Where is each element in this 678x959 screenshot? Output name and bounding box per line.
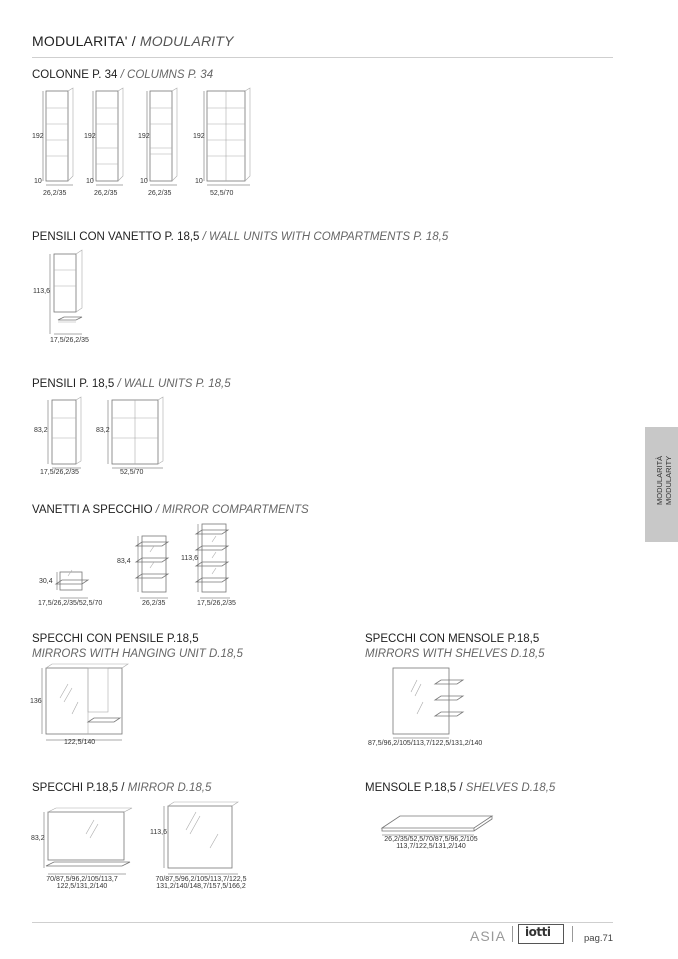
- wall-compartments-heading: PENSILI CON VANETTO P. 18,5 / WALL UNITS WITH COMPARTMENTS P. 18,5: [32, 231, 449, 243]
- footer-brand: ASIA: [470, 928, 506, 944]
- mirrors-shelves-heading: SPECCHI CON MENSOLE P.18,5: [365, 633, 540, 645]
- footer-divider-2: [572, 926, 573, 942]
- column-unit-2: [93, 88, 123, 185]
- mirrors-hanging-height: 136: [30, 698, 42, 705]
- columns-heading: COLONNE P. 34 / COLUMNS P. 34: [32, 69, 214, 81]
- column-3-height: 192: [138, 133, 150, 140]
- title-it: MODULARITA' /: [32, 33, 140, 49]
- column-2-width: 26,2/35: [94, 190, 118, 197]
- mirror-compartment-1-height: 30,4: [39, 578, 53, 585]
- side-tab[interactable]: [645, 427, 678, 542]
- mirrors-hanging-heading: SPECCHI CON PENSILE P.18,5: [32, 633, 199, 645]
- mirrors-hanging-subheading: MIRRORS WITH HANGING UNIT D.18,5: [32, 648, 243, 660]
- mirror-compartment-1-width: 17,5/26,2/35/52,5/70: [38, 600, 103, 607]
- mirrors-hanging-width: 122,5/140: [64, 739, 96, 746]
- wall-unit-2-width: 52,5/70: [120, 469, 144, 476]
- mirror-compartment-2-height: 83,4: [117, 558, 131, 565]
- wall-units-heading: PENSILI P. 18,5 / WALL UNITS P. 18,5: [32, 378, 231, 390]
- page-title: [32, 33, 234, 49]
- wall-unit-2-height: 83,2: [96, 427, 110, 434]
- footer-rule: [32, 922, 613, 923]
- columns-drawing: [30, 88, 270, 203]
- column-3-width: 26,2/35: [148, 190, 172, 197]
- mirrors-hanging-drawing: [36, 662, 136, 742]
- column-2-base: 10: [86, 178, 94, 185]
- side-tab-label: MODULARITÀ MODULARITY: [655, 455, 673, 505]
- mirrors-shelves-drawing: [385, 662, 475, 742]
- column-4-width: 52,5/70: [210, 190, 234, 197]
- wall-unit-1-height: 83,2: [34, 427, 48, 434]
- mirrors-shelves-subheading: MIRRORS WITH SHELVES D.18,5: [365, 648, 545, 660]
- shelves-widths: 26,2/35/52,5/70/87,5/96,2/105 113,7/122,5/131,2/140: [384, 836, 478, 850]
- page-number: pag.71: [584, 933, 614, 944]
- column-unit-1: [43, 88, 73, 185]
- wall-unit-single: [48, 397, 81, 468]
- mirrors-heading: SPECCHI P.18,5 / MIRROR D.18,5: [32, 782, 212, 794]
- header-rule: [32, 57, 613, 58]
- mirror-compartment-3-width: 17,5/26,2/35: [197, 600, 236, 607]
- mirror-compartments-drawing: [50, 520, 250, 600]
- mirror-compartment-3-height: 113,6: [181, 555, 198, 562]
- mirror-compartments-heading: VANETTI A SPECCHIO / MIRROR COMPARTMENTS: [32, 504, 309, 516]
- mirror-compartment-small: [56, 570, 88, 598]
- column-4-base: 10: [195, 178, 203, 185]
- mirror-1-widths: 70/87,5/96,2/105/113,7 122,5/131,2/140: [46, 876, 118, 890]
- mirrors-drawing: [36, 798, 246, 878]
- column-unit-4: [204, 88, 250, 185]
- wall-unit-1-width: 17,5/26,2/35: [40, 469, 79, 476]
- mirror-1-height: 83,2: [31, 835, 45, 842]
- column-1-height: 192: [32, 133, 44, 140]
- mirror-compartment-tall: [196, 524, 230, 598]
- mirror-compartment-medium: [136, 536, 168, 598]
- column-2-height: 192: [84, 133, 96, 140]
- mirror-tall: [164, 802, 238, 874]
- column-4-height: 192: [193, 133, 205, 140]
- mirror-with-shelf: [44, 808, 132, 874]
- shelves-drawing: [380, 806, 500, 836]
- title-en: MODULARITY: [139, 33, 234, 49]
- column-unit-3: [147, 88, 177, 185]
- column-1-width: 26,2/35: [43, 190, 67, 197]
- mirrors-shelves-width: 87,5/96,2/105/113,7/122,5/131,2/140: [368, 740, 483, 747]
- shelves-heading: MENSOLE P.18,5 / SHELVES D.18,5: [365, 782, 556, 794]
- wall-unit-double: [108, 397, 163, 468]
- column-3-base: 10: [140, 178, 148, 185]
- footer-divider: [512, 926, 513, 942]
- mirror-2-height: 113,6: [150, 829, 167, 836]
- iotti-logo: iotti: [518, 924, 564, 944]
- wall-compartments-height: 113,6: [33, 288, 50, 295]
- wall-compartments-width: 17,5/26,2/35: [50, 337, 89, 344]
- column-1-base: 10: [34, 178, 42, 185]
- mirror-2-widths: 70/87,5/96,2/105/113,7/122,5 131,2/140/148,7/157,5/166,2: [155, 876, 247, 890]
- mirror-compartment-2-width: 26,2/35: [142, 600, 166, 607]
